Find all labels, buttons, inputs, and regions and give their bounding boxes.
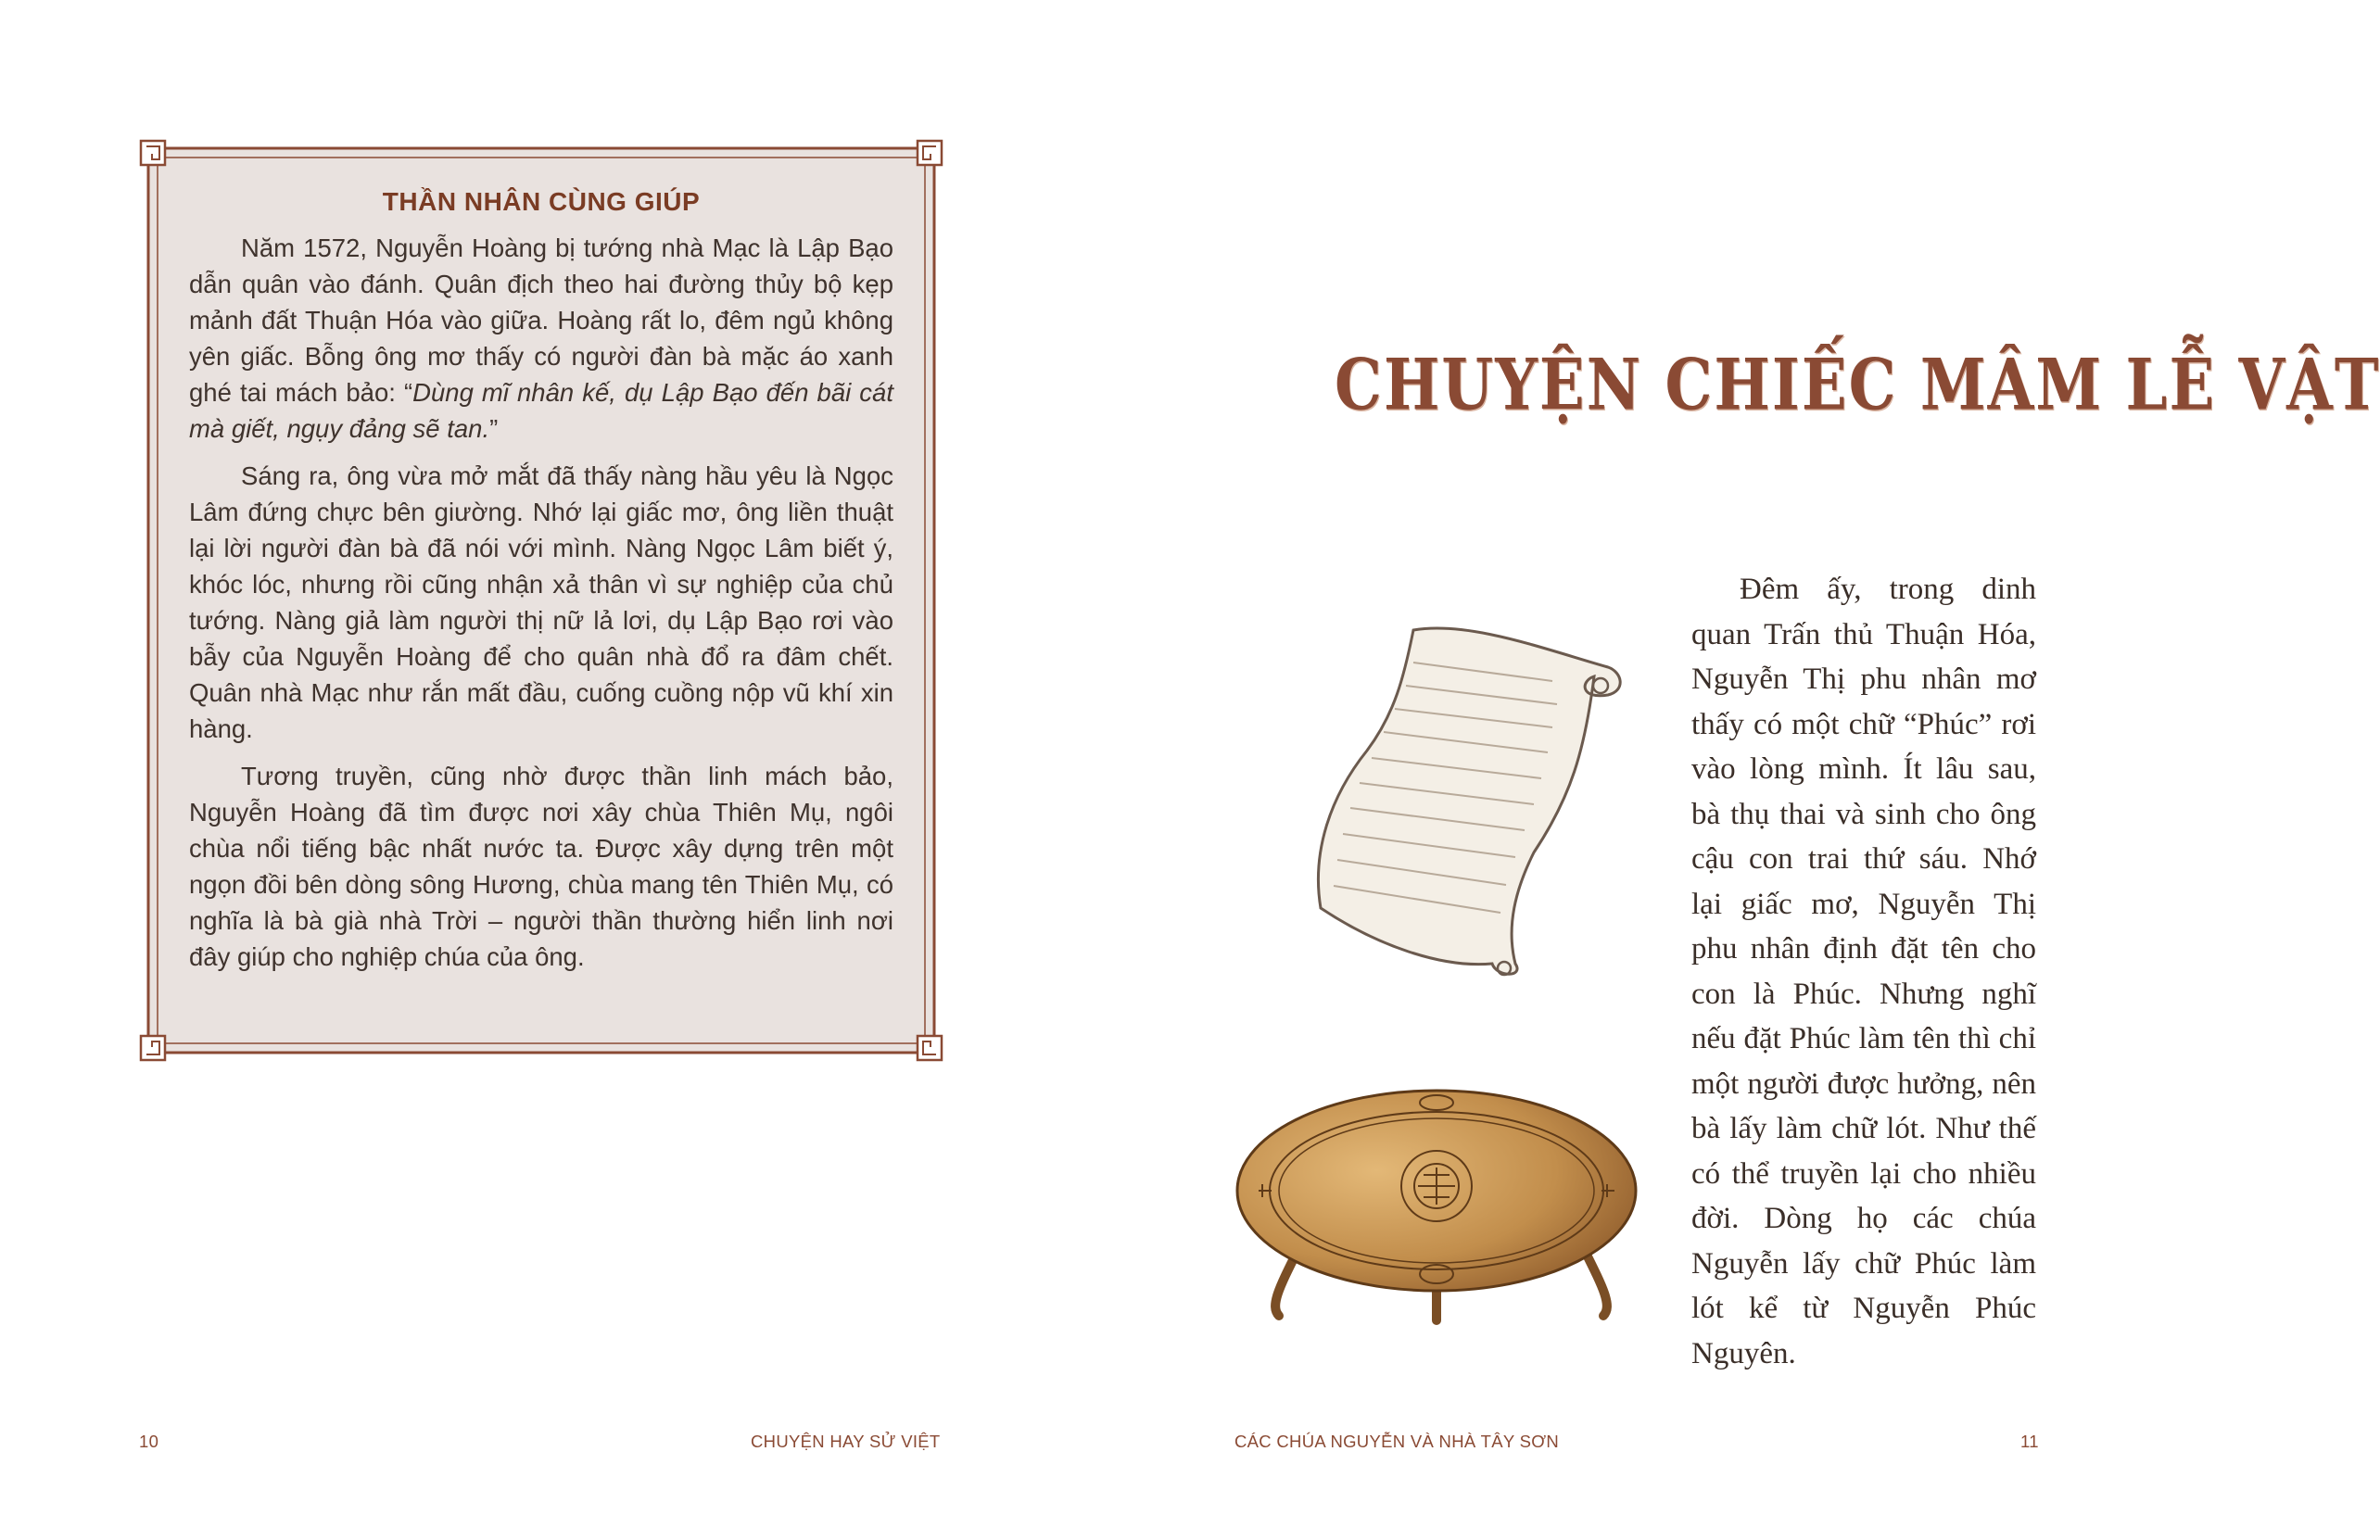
scroll-illustration <box>1302 612 1627 982</box>
page-number-right: 11 <box>2020 1432 2039 1451</box>
running-title-left: CHUYỆN HAY SỬ VIỆT <box>751 1432 941 1451</box>
left-page <box>0 0 1080 1540</box>
sidebar-paragraph-3: Tương truyền, cũng nhờ được thần linh mách bảo, Nguyễn Hoàng đã tìm được nơi xây chùa Thiên Mụ, ngôi chùa nổi tiếng bậc nhất nước ta. Được xây dựng trên một ngọn đồi bên dòng sông Hương, chùa mang tên Thiên Mụ, có nghĩa là bà già nhà Trời – người thần thường hiển linh nơi đây giúp cho nghiệp chúa của ông. <box>189 762 893 971</box>
sidebar-box <box>139 139 943 1062</box>
sidebar-title: THẦN NHÂN CÙNG GIÚP <box>382 187 701 216</box>
chapter-body: Đêm ấy, trong dinh quan Trấn thủ Thuận Hóa, Nguyễn Thị phu nhân mơ thấy có một chữ “Phúc” rơi vào lòng mình. Ít lâu sau, bà thụ thai và sinh cho ông cậu con trai thứ sáu. Nhớ lại giấc mơ, Nguyễn Thị phu nhân định đặt tên cho con là Phúc. Nhưng nghĩ nếu đặt Phúc làm tên thì chỉ một người được hưởng, nên bà lấy làm chữ lót. Như thế có thể truyền lại cho nhiều đời. Dòng họ các chúa Nguyễn lấy chữ Phúc làm lót kể từ Nguyễn Phúc Nguyên. <box>1691 573 2036 1370</box>
sidebar-quote: Dùng mĩ nhân kế, dụ Lập Bạo đến bãi cát mà giết, ngụy đảng sẽ tan. <box>189 378 893 443</box>
offering-tray-illustration <box>1233 1066 1640 1330</box>
running-title-right: CÁC CHÚA NGUYỄN VÀ NHÀ TÂY SƠN <box>1234 1432 1560 1451</box>
page-number-left: 10 <box>139 1432 159 1451</box>
sidebar-paragraph-1-text: Năm 1572, Nguyễn Hoàng bị tướng nhà Mạc là Lập Bạo dẫn quân vào đánh. Quân địch theo hai đường thủy bộ kẹp mảnh đất Thuận Hóa vào giữa. Hoàng rất lo, đêm ngủ không yên giấc. Bỗng ông mơ thấy có người đàn bà mặc áo xanh ghé tai mách bảo: “ <box>189 234 893 407</box>
sidebar-quote-end: ” <box>489 414 499 443</box>
chapter-title: CHUYỆN CHIẾC MÂM LỄ VẬT <box>1335 345 2380 427</box>
sidebar-content <box>189 187 893 986</box>
sidebar-paragraph-1 <box>189 230 893 447</box>
sidebar-paragraph-2: Sáng ra, ông vừa mở mắt đã thấy nàng hầu yêu là Ngọc Lâm đứng chực bên giường. Nhớ lại giấc mơ, ông liền thuật lại lời người đàn bà đã nói với mình. Nàng Ngọc Lâm biết ý, khóc lóc, nhưng rồi cũng nhận xả thân vì sự nghiệp của chủ tướng. Nàng giả làm người thị nữ lả lơi, dụ Lập Bạo rơi vào bẫy của Nguyễn Hoàng để cho quân nhà đổ ra đâm chết. Quân nhà Mạc như rắn mất đầu, cuống cuồng nộp vũ khí xin hàng. <box>189 461 893 743</box>
